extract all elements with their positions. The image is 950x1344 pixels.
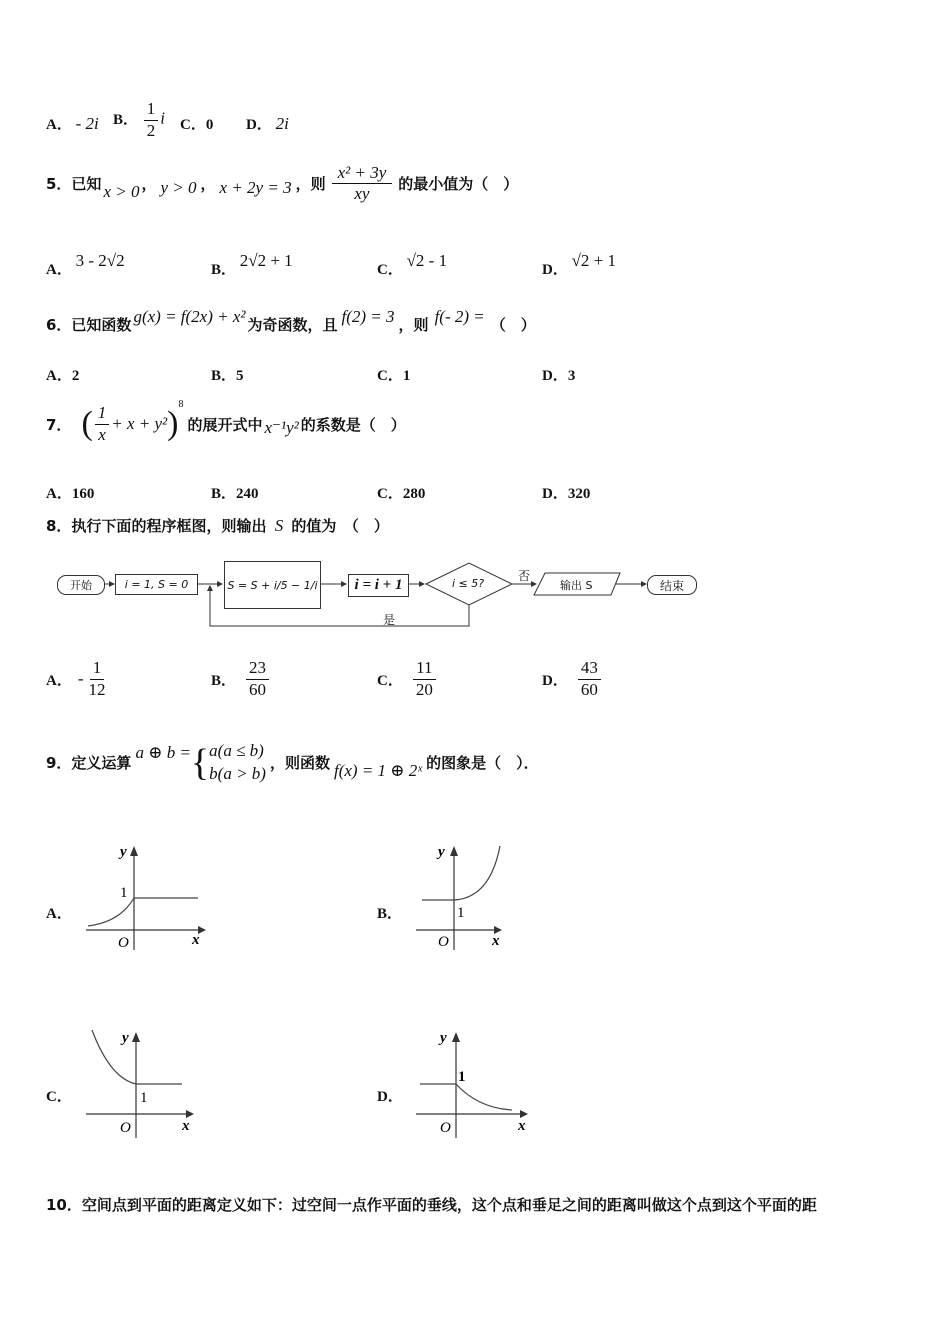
q9-prefix: 9．定义运算 [46,754,132,773]
q8-option-a [46,659,111,699]
q6-prefix: 6．已知函数 [46,316,132,334]
y-axis-arrow [130,846,138,856]
q9-mid: ，则函数 [269,754,330,773]
question-10: 10．空间点到平面的距离定义如下：过空间一点作平面的垂线，这个点和垂足之间的距离叫做这个点到这个平面的距 [46,1196,817,1214]
flow-start: 开始 [57,575,105,595]
y-label: y [440,1030,447,1046]
q8-option-d-label: D． [542,672,568,689]
q5-condition-3: x + 2y = 3 [219,177,292,197]
q9-function: f(x) = 1 ⊕ 2ˣ [333,760,423,780]
flow-init: i = 1, S = 0 [115,574,198,595]
q9-graph-d-label: D． [377,1089,403,1105]
q9-case-1: a(a ≤ b) [209,741,264,760]
q6-option-d-value: 3 [567,368,576,384]
q5-suffix: 的最小值为（ ） [398,175,519,194]
question-7 [46,398,406,444]
q9-cases [209,740,266,786]
x-label: x [492,933,500,949]
q8-option-b [211,659,271,699]
q7-option-c-value: 280 [402,486,426,502]
x-label: x [192,932,200,948]
q5-option-d [542,250,617,278]
q8-option-b-label: B． [211,672,237,689]
q4-option-a-label: A． [46,117,72,133]
q6-option-d-label: D． [542,368,568,384]
q8-option-c-label: C． [377,672,403,689]
y-axis-arrow [450,846,458,856]
q9-graph-c [80,1022,210,1142]
q7-suffix: 的系数是（ ） [300,415,406,434]
flow-output: 输出 S [560,579,593,592]
q5-option-a [46,250,125,278]
q8-option-d-den: 60 [580,679,598,699]
q5-option-c-value: √2 - 1 [406,251,448,270]
q5-option-d-label: D． [542,262,568,278]
q8-option-b-fraction [246,659,269,699]
q9-graph-a [80,840,210,955]
q7-option-a-label: A． [46,486,72,502]
q4-options [46,113,99,134]
q8-prefix: 8．执行下面的程序框图，则输出 [46,517,267,535]
q9-graph-a-label: A． [46,906,72,922]
q7-option-c-label: C． [377,486,403,502]
q7-option-b [211,482,259,503]
q6-mid-1: 为奇函数，且 [247,316,338,334]
q6-option-a-label: A． [46,368,72,384]
q9-case-2: b(a > b) [209,763,266,783]
flow-yes-label: 是 [383,613,396,627]
q5-option-c [377,250,448,278]
q9-graph-b-label: B． [377,906,403,922]
q4-option-c-value: 0 [205,117,214,133]
flow-condition: i ≤ 5? [452,577,485,590]
x-label: x [518,1118,526,1134]
q5-option-b-label: B． [211,262,237,278]
question-5 [46,164,518,203]
origin-label: O [118,935,129,951]
q6-mid-2: ，则 [398,316,429,334]
q8-option-b-num: 23 [246,659,269,680]
q7-option-c [377,482,425,503]
q9-graph-b [410,840,540,955]
q7-option-d-label: D． [542,486,568,502]
tick-label: 1 [458,1069,466,1085]
q8-option-d-fraction [578,659,601,699]
q4-option-b-label: B． [113,111,139,128]
q6-option-c [377,364,410,385]
q5-option-a-value: 3 - 2√2 [75,251,125,270]
q9-graph-d [410,1022,540,1142]
tick-label: 1 [140,1090,148,1106]
q6-option-d [542,364,575,385]
q7-option-a [46,482,94,503]
q7-left-paren: ( [81,405,93,443]
q8-suffix: 的值为 （ ） [291,517,389,535]
q4-option-b-fraction [144,100,159,140]
q6-given: f(2) = 3 [341,306,395,326]
q6-option-c-value: 1 [402,368,411,384]
q4-option-b-num: 1 [144,100,159,121]
origin-label: O [438,934,449,950]
y-label: y [120,844,127,860]
y-axis-arrow [452,1032,460,1042]
q8-option-a-sign: - [77,669,84,689]
q7-exponent: 8 [178,398,184,410]
x-axis-arrow [186,1110,194,1118]
flow-end: 结束 [647,575,697,595]
flow-update-i: i = i + 1 [348,574,409,597]
tick-label: 1 [457,905,465,921]
q5-condition-1: x > 0 [103,181,140,201]
q7-rest: + x + y² [111,414,168,434]
q5-frac-den: xy [354,183,370,203]
q5-option-b [211,250,293,278]
q6-option-a [46,364,79,385]
q7-frac-num: 1 [95,404,110,425]
q5-sep-2: ， [200,175,216,194]
q4-option-b-tail: i [160,108,165,128]
y-axis-arrow [132,1032,140,1042]
q7-frac-den: x [98,424,106,444]
origin-label: O [120,1120,131,1136]
q5-prefix: 5．已知 [46,175,102,194]
q8-option-c-fraction [413,659,436,699]
flow-no-label: 否 [518,569,531,583]
q8-option-d-num: 43 [578,659,601,680]
q6-option-b-label: B． [211,368,237,384]
q5-option-b-value: 2√2 + 1 [239,251,293,270]
q7-option-d [542,482,590,503]
q7-prefix: 7． [46,415,72,434]
function-curve [88,898,198,926]
q8-option-c-num: 11 [413,659,435,680]
q8-option-c [377,659,438,699]
q9-suffix: 的图象是（ ）． [426,754,539,773]
q8-option-a-fraction [86,659,109,699]
q6-ask: f(- 2) = [434,306,485,326]
q9-brace: { [190,741,210,784]
q6-function: g(x) = f(2x) + x² [133,306,246,326]
question-9 [46,740,539,786]
q5-option-c-label: C． [377,262,403,278]
x-axis-arrow [520,1110,528,1118]
q5-option-a-label: A． [46,262,72,278]
q4-option-c-label: C． [180,117,206,133]
q8-variable: S [274,516,284,535]
q8-option-c-den: 20 [415,679,433,699]
q5-frac-num: x² + 3y [332,164,393,184]
q5-fraction [332,164,393,203]
q7-option-b-label: B． [211,486,237,502]
origin-label: O [440,1120,451,1136]
q4-option-d [246,113,289,134]
function-curve [422,846,500,900]
q4-option-c [180,113,213,134]
y-label: y [122,1030,129,1046]
q6-option-b [211,364,244,385]
q5-option-d-value: √2 + 1 [571,251,617,270]
q6-option-b-value: 5 [236,368,244,384]
q4-option-d-label: D． [246,117,272,133]
q7-option-d-value: 320 [567,486,591,502]
q5-condition-2: y > 0 [160,177,197,197]
question-6 [46,306,536,334]
q9-op-lhs: a ⊕ b = [135,742,191,762]
q7-option-a-value: 160 [71,486,95,502]
q4-option-b [113,100,165,140]
q5-mid: ，则 [295,175,326,194]
x-label: x [182,1118,190,1134]
q8-option-a-num: 1 [90,659,105,680]
q7-fraction [95,404,110,444]
q6-option-c-label: C． [377,368,403,384]
q7-option-b-value: 240 [236,486,259,502]
q9-graph-c-label: C． [46,1089,72,1105]
q8-option-a-label: A． [46,672,72,689]
q7-right-paren: ) [167,405,179,443]
question-8 [46,515,389,536]
y-label: y [438,844,445,860]
q4-option-a-value: - 2i [75,114,99,133]
q7-term: x⁻¹y² [264,418,299,438]
function-curve [420,1084,512,1110]
q6-suffix: （ ） [490,316,536,334]
q7-mid: 的展开式中 [187,415,263,434]
tick-label: 1 [120,885,128,901]
q8-option-a-den: 12 [88,679,106,699]
q8-option-b-den: 60 [249,679,267,699]
q4-option-b-den: 2 [146,120,156,140]
q6-option-a-value: 2 [71,368,80,384]
flow-update-s: S = S + i/5 − 1/i [224,561,321,609]
q5-sep-1: ， [141,175,157,194]
q4-option-d-value: 2i [275,114,289,133]
q8-option-d [542,659,603,699]
